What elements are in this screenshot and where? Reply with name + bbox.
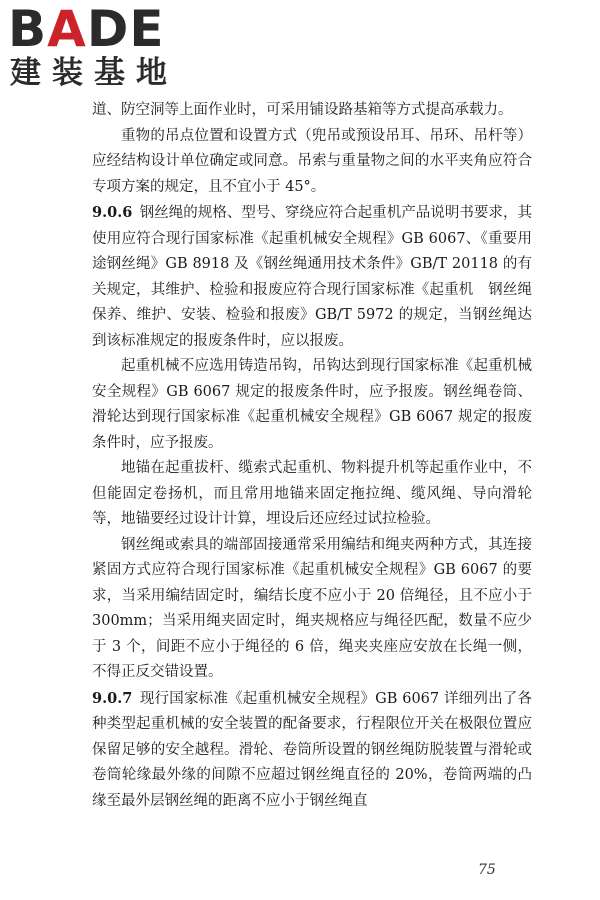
paragraph-lifting-points: 重物的吊点位置和设置方式（兜吊或预设吊耳、吊环、吊杆等）应经结构设计单位确定或同意。吊索与重量物之间的水平夹角应符合专项方案的规定，且不宜小于 45°。 bbox=[92, 127, 532, 195]
clause-number: 9.0.6 bbox=[92, 204, 133, 221]
logo-tagline: 建装基地 bbox=[10, 55, 178, 91]
document-body bbox=[92, 98, 547, 814]
clause-9-0-6: 9.0.6 钢丝绳的规格、型号、穿绕应符合起重机产品说明书要求，其使用应符合现行国家标准《起重机械安全规程》GB 6067、《重要用途钢丝绳》GB 8918 及《钢丝绳通用技术条件》GB/T 20118 的有关规定，其维护、检验和报废应符合现行国家标准《起重机 钢丝绳 保养、维护、安装、检验和报废》GB/T 5972 的规定，当钢丝绳达到该标准规定的报废条件时，应以报废。 bbox=[92, 204, 547, 349]
logo-wordmark: BADE bbox=[8, 0, 165, 58]
clause-number: 9.0.7 bbox=[92, 689, 133, 707]
paragraph-hooks: 起重机械不应选用铸造吊钩，吊钩达到现行国家标准《起重机械安全规程》GB 6067 规定的报废条件时，应予报废。钢丝绳卷筒、滑轮达到现行国家标准《起重机械安全规程》GB 6067 规定的报废条件时，应予报废。 bbox=[92, 358, 532, 451]
paragraph-continuation: 道、防空洞等上面作业时，可采用铺设路基箱等方式提高承载力。 bbox=[92, 102, 513, 118]
clause-9-0-7: 9.0.7 现行国家标准《起重机械安全规程》GB 6067 详细列出了各种类型起重机械的安全装置的配备要求，行程限位开关在极限位置应保留足够的安全越程。滑轮、卷筒所设置的钢丝绳防脱装置与滑轮或卷筒轮缘最外缘的间隙不应超过钢丝绳直径的 20%，卷筒两端的凸缘至最外层钢丝绳的距离不应小于钢丝绳直 bbox=[92, 689, 532, 809]
paragraph-rope-ends: 钢丝绳或索具的端部固接通常采用编结和绳夹两种方式，其连接紧固方式应符合现行国家标准《起重机械安全规程》GB 6067 的要求，当采用编结固定时，编结长度不应小于 20 倍绳径，且不应小于 300mm；当采用绳夹固定时，绳夹规格应与绳径匹配，数量不应少于 3 个，间距不应小于绳径的 6 倍，绳夹夹座应安放在长绳一侧，不得正反交错设置。 bbox=[92, 536, 537, 680]
page-number: 75 bbox=[478, 862, 496, 878]
bade-logo bbox=[8, 0, 178, 91]
paragraph-ground-anchor: 地锚在起重拔杆、缆索式起重机、物料提升机等起重作业中，不但能固定卷扬机，而且常用地锚来固定拖拉绳、缆风绳、导向滑轮等，地锚要经过设计计算，埋设后还应经过试拉检验。 bbox=[92, 460, 532, 527]
